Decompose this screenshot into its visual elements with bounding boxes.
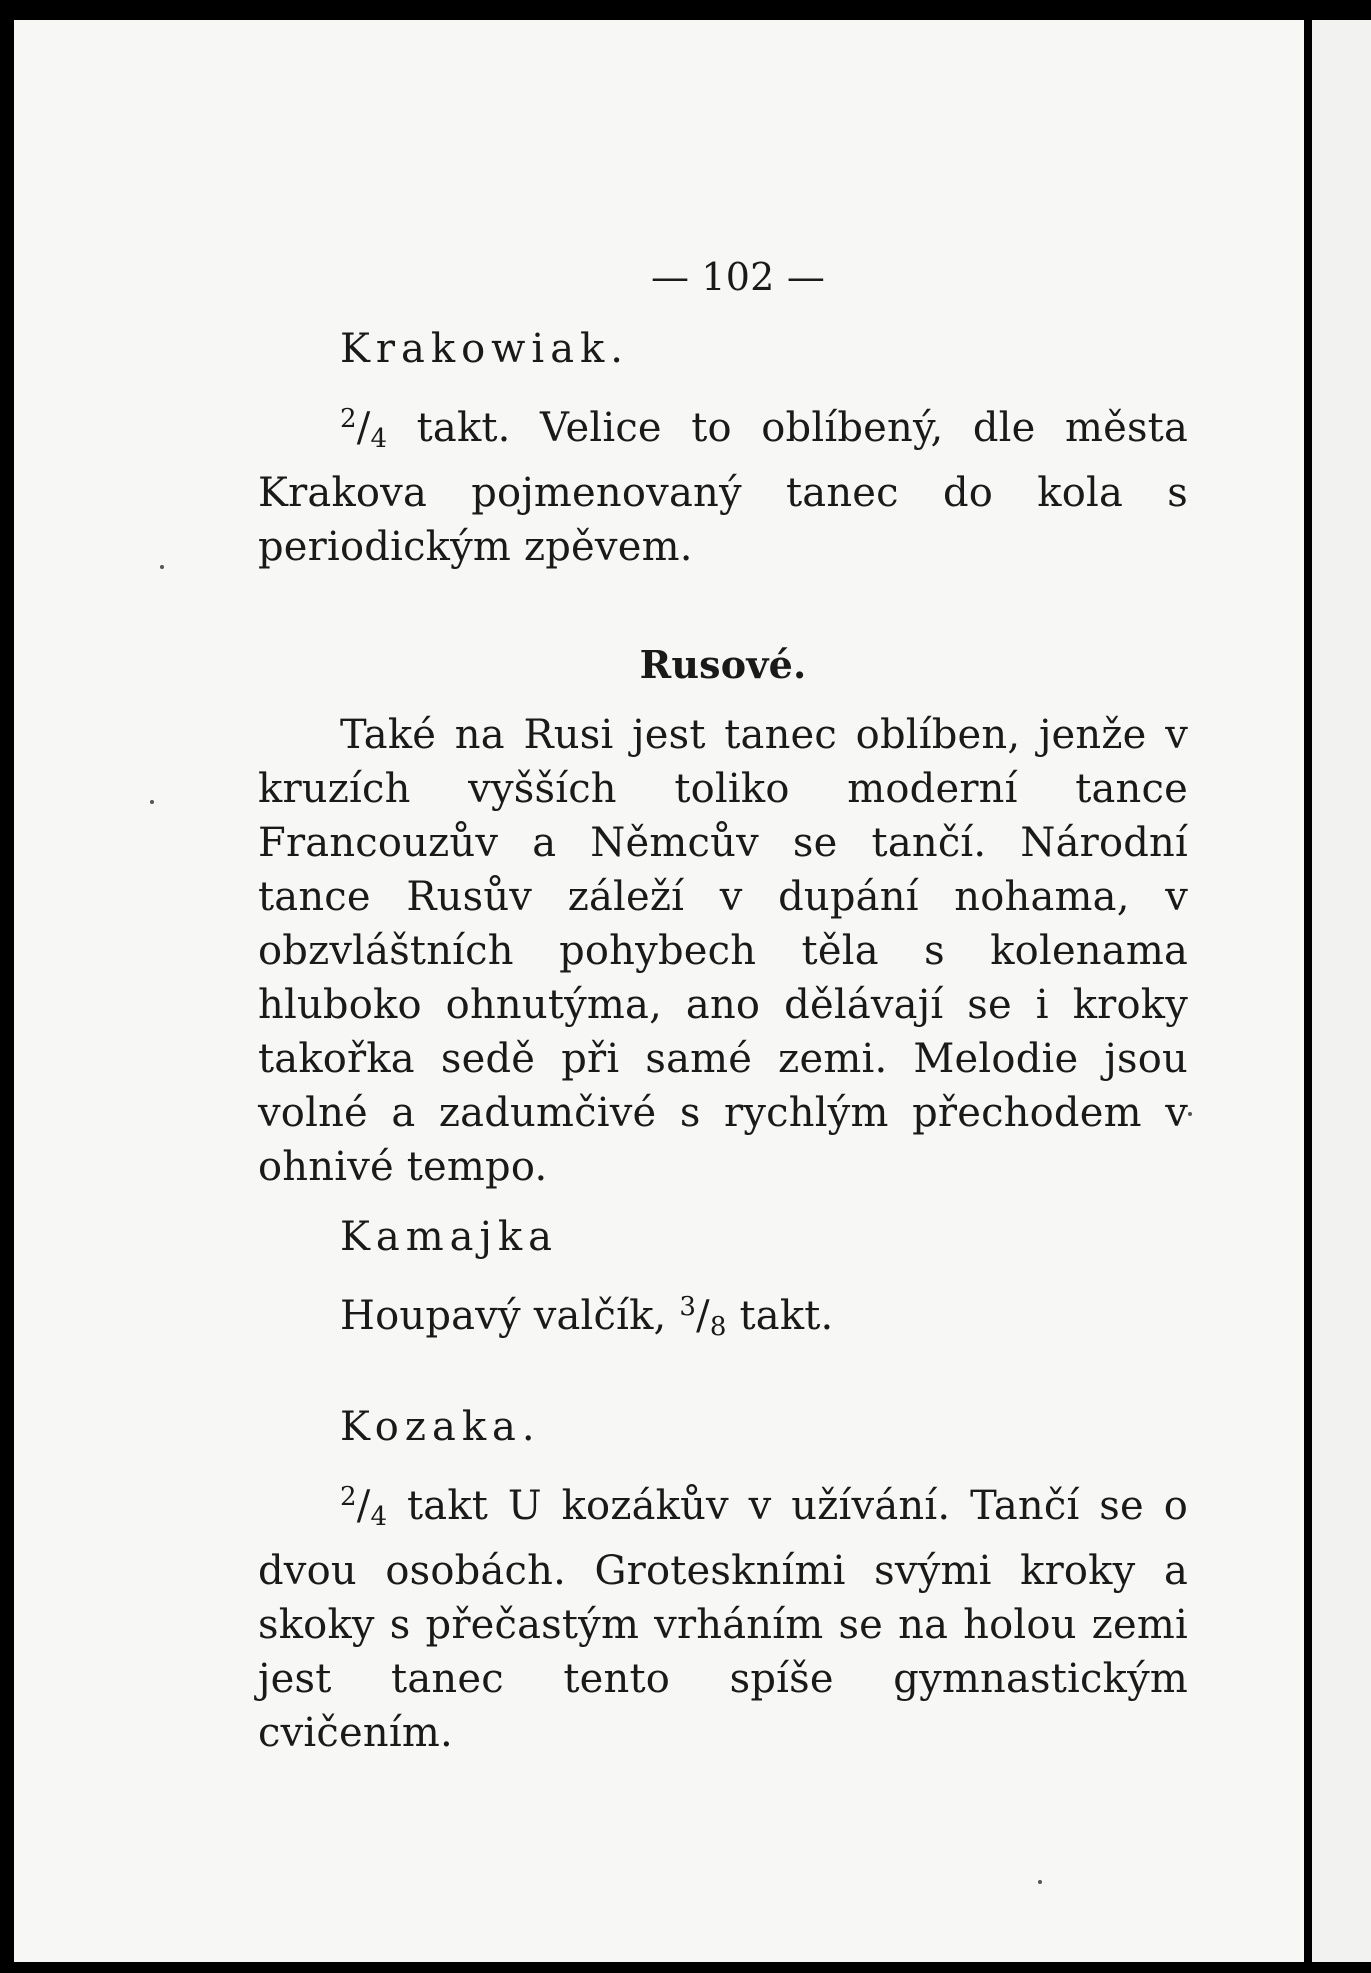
meter-denominator: 8 [709, 1312, 727, 1342]
facing-page-edge [1312, 20, 1371, 1962]
print-speck [1188, 1112, 1192, 1116]
heading-kamajka: Kamajka [340, 1214, 558, 1260]
meter-denominator: 4 [370, 424, 388, 454]
page-number: — 102 — [650, 255, 826, 299]
paragraph-rusove: Také na Rusi jest tanec oblíben, jenže v kruzích vyšších toliko moderní tance Francouzův a Němcův se tančí. Národní tance Rusův záleží v dupání nohama, v obzvláštních pohybech těla s kolenama hluboko ohnutýma, ano dělávají se i kroky takořka sedě při samé zemi. Melodie jsou volné a zadumčivé s rychlým přechodem v ohnivé tempo. [258, 712, 1188, 1190]
paragraph-text: takt U kozákův v užívání. Tančí se o dvou osobách. Groteskními svými kroky a skoky s přečastým vrháním se na holou zemi jest tanec tento spíše gymnastickým cvičením. [258, 1483, 1188, 1756]
meter-numerator: 3 [679, 1292, 697, 1322]
heading-rusove: Rusové. [639, 642, 807, 687]
heading-krakowiak: Krakowiak. [340, 326, 630, 372]
print-speck [160, 565, 164, 569]
print-speck [150, 800, 154, 804]
heading-kozaka: Kozaka. [340, 1404, 541, 1450]
paragraph-kozaka: $^2/_4$ takt U kozákův v užívání. Tančí se o dvou osobách. Groteskními svými kroky a skoky s přečastým vrháním se na holou zemi jest tanec tento spíše gymnastickým cvičením. [258, 1482, 1188, 1756]
meter-numerator: 2 [340, 1482, 357, 1512]
paragraph-krakowiak: $^2/_4$ takt. Velice to oblíbený, dle města Krakova pojmenovaný tanec do kola s periodickým zpěvem. [258, 404, 1188, 570]
paragraph-kamajka: Houpavý valčík, $^3/_8$ takt. [340, 1292, 834, 1342]
paragraph-text: takt. [726, 1293, 834, 1339]
paragraph-text: Houpavý valčík, [340, 1293, 680, 1339]
meter-denominator: 4 [370, 1502, 388, 1532]
page-content [258, 250, 1188, 1760]
paragraph-text: takt. Velice to oblíbený, dle města Krakova pojmenovaný tanec do kola s periodickým zpěvem. [258, 405, 1188, 570]
print-speck [1038, 1880, 1042, 1884]
meter-numerator: 2 [340, 404, 357, 434]
